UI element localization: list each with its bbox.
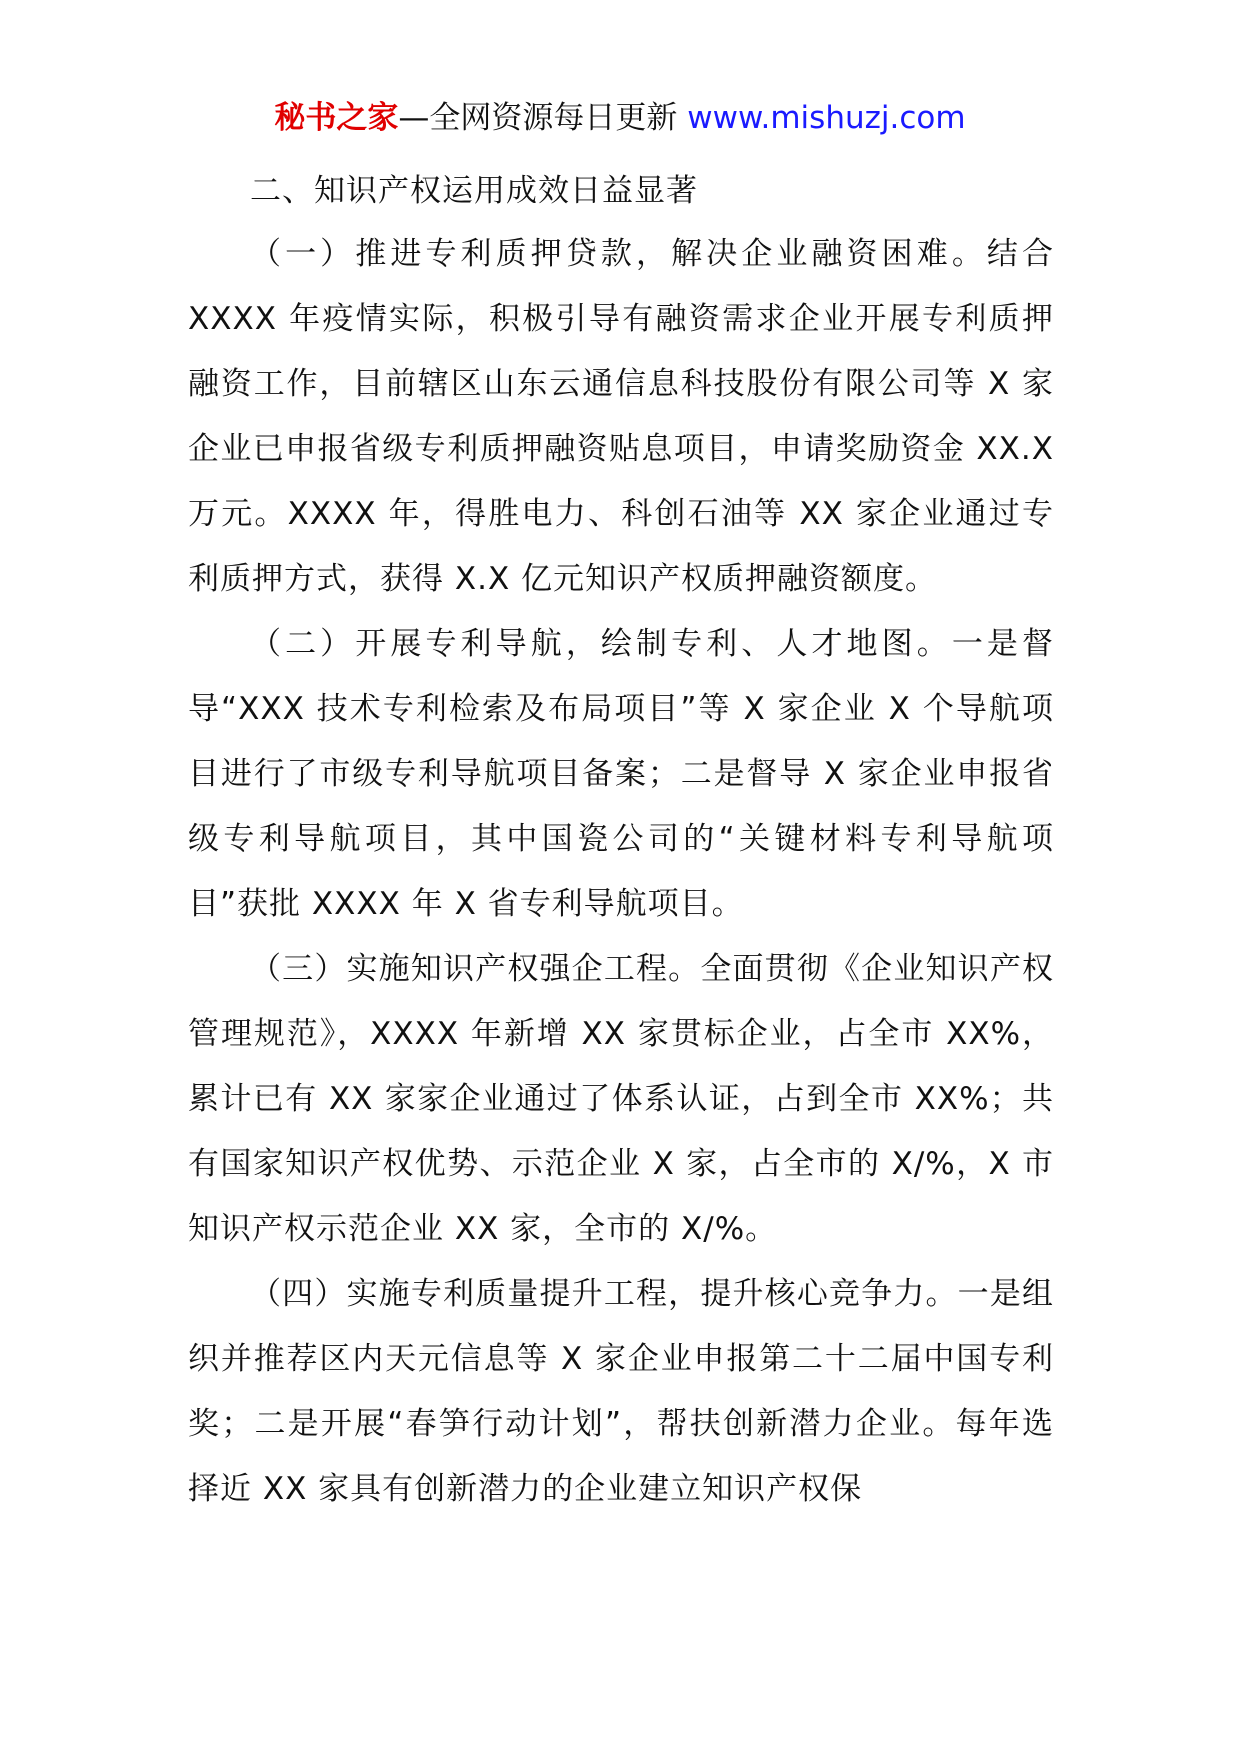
website-link[interactable]: www.mishuzj.com	[687, 100, 966, 136]
paragraph-3: （三）实施知识产权强企工程。全面贯彻《企业知识产权管理规范》，XXXX 年新增 XX 家贯标企业，占全市 XX%，累计已有 XX 家家企业通过了体系认证，占到全市 XX%；共有国家知识产权优势、示范企业 X 家，占全市的 X/%，X 市知识产权示范企业 XX 家，全市的 X/%。	[188, 951, 1054, 1247]
section-heading: 二、知识产权运用成效日益显著	[250, 173, 698, 209]
paragraph-1: （一）推进专利质押贷款，解决企业融资困难。结合 XXXX 年疫情实际，积极引导有融资需求企业开展专利质押融资工作，目前辖区山东云通信息科技股份有限公司等 X 家企业已申报省级专利质押融资贴息项目，申请奖励资金 XX.X 万元。XXXX 年，得胜电力、科创石油等 XX 家企业通过专利质押方式，获得 X.X 亿元知识产权质押融资额度。	[188, 236, 1054, 597]
brand-name: 秘书之家	[274, 100, 399, 136]
page-header	[0, 96, 1240, 140]
paragraph-2: （二）开展专利导航，绘制专利、人才地图。一是督导“XXX 技术专利检索及布局项目”等 X 家企业 X 个导航项目进行了市级专利导航项目备案；二是督导 X 家企业申报省级专利导航项目，其中国瓷公司的“关键材料专利导航项目”获批 XXXX 年 X 省专利导航项目。	[188, 626, 1054, 922]
paragraph-4: （四）实施专利质量提升工程，提升核心竞争力。一是组织并推荐区内天元信息等 X 家企业申报第二十二届中国专利奖；二是开展“春笋行动计划”，帮扶创新潜力企业。每年选择近 XX 家具有创新潜力的企业建立知识产权保	[188, 1276, 1054, 1507]
header-tagline: —全网资源每日更新	[398, 100, 688, 136]
document-body	[188, 160, 1054, 1522]
